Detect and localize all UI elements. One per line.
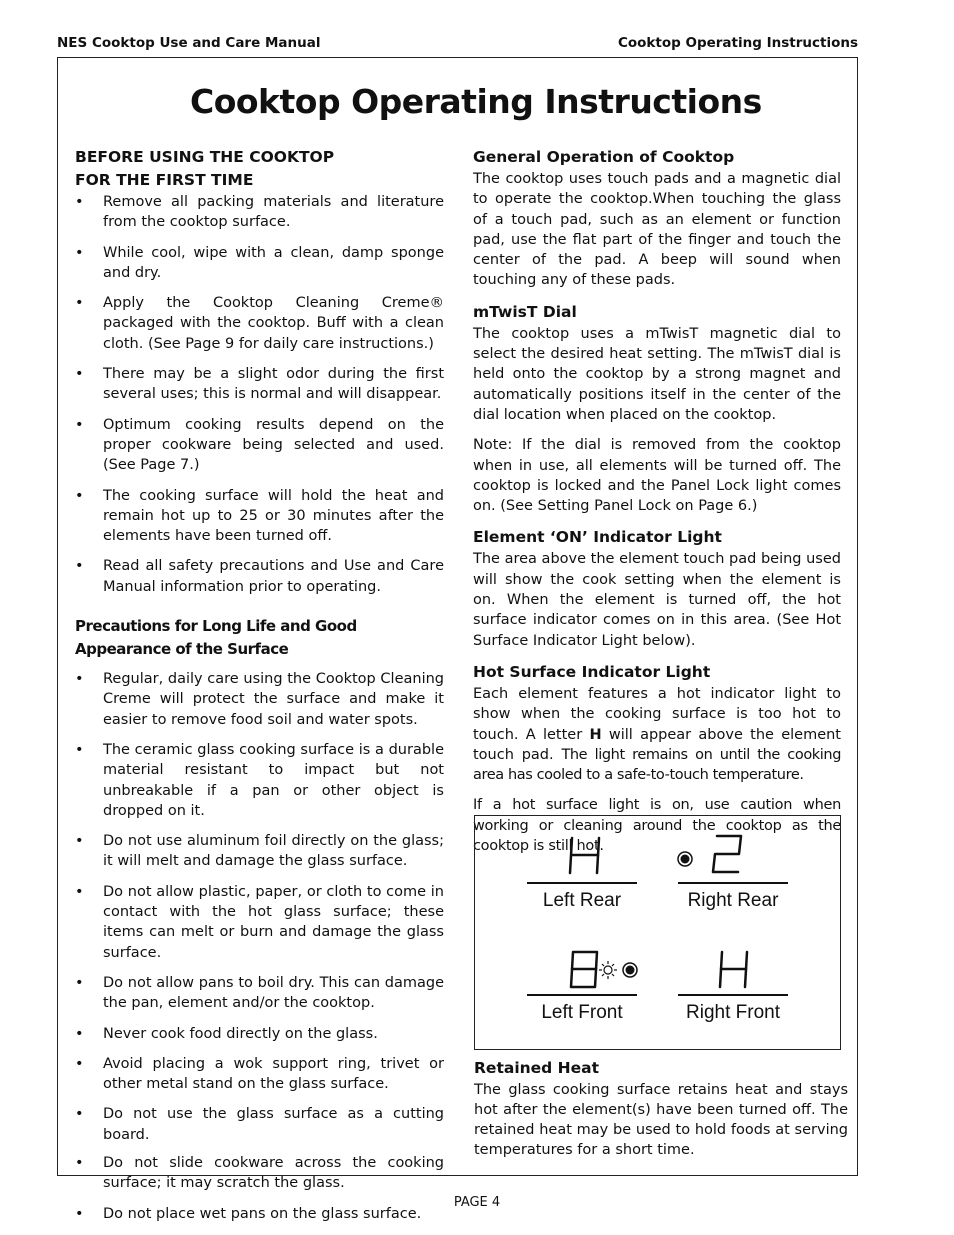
mtwist-text: The cooktop uses a mTwisT magnetic dial to select the desired heat setting. The mTwisT dial is held onto the cooktop by a strong magnet and automatically positions itself in the center of the dial location when placed on the cooktop.: [473, 325, 841, 423]
right-column: [473, 146, 841, 856]
retained-heat-text: The glass cooking surface retains heat and stays hot after the element(s) have been turned off. The retained heat may be used to hold foods at serving temperatures for a short time.: [474, 1082, 848, 1158]
list-item: • The ceramic glass cooking surface is a durable material resistant to impact but not unbreakable if a pan or other object is dropped on it.: [75, 740, 444, 821]
list-item: • Do not slide cookware across the cooking surface; it may scratch the glass.: [75, 1153, 444, 1194]
left-front-touch-line: [527, 994, 637, 996]
list-item: • Never cook food directly on the glass.: [75, 1024, 444, 1044]
precautions-heading: Precautions for Long Life and Good Appearance of the Surface: [75, 617, 357, 659]
list-item: • There may be a slight odor during the first several uses; this is normal and will disappear.: [75, 364, 444, 405]
list-item: • Do not use aluminum foil directly on the glass; it will melt and damage the glass surface.: [75, 831, 444, 872]
hot-surface-light-icon: [599, 961, 617, 979]
before-using-heading-line2: FOR THE FIRST TIME: [75, 171, 254, 189]
list-item: • The cooking surface will hold the heat and remain hot up to 25 or 30 minutes after the elements have been turned off.: [75, 486, 444, 547]
list-item: • Remove all packing materials and literature from the cooktop surface.: [75, 192, 444, 233]
list-item: • Avoid placing a wok support ring, trivet or other metal stand on the glass surface.: [75, 1054, 444, 1095]
before-using-heading: [75, 146, 444, 192]
list-item: • Apply the Cooktop Cleaning Creme® packaged with the cooktop. Buff with a clean cloth. (See Page 9 for daily care instructions.): [75, 293, 444, 354]
element-on-text: The area above the element touch pad being used will show the cook setting when the element is on. When the element is turned off, the hot surface indicator comes on in this area. (See Hot Surface Indicator Light below).: [473, 551, 841, 649]
indicator-dot: [623, 963, 637, 977]
hot-surface-text-d: The light remains on until the cooking area has cooled to a safe-to-touch temperature.: [473, 746, 842, 784]
hot-letter: H: [589, 726, 602, 743]
left-column: [75, 146, 444, 1224]
right-front-label: Right Front: [686, 1002, 780, 1023]
right-front-touch-line: [678, 994, 788, 996]
hot-surface-heading: Hot Surface Indicator Light: [473, 662, 711, 681]
general-operation-heading: General Operation of Cooktop: [473, 148, 735, 166]
indicator-dot: [678, 852, 692, 866]
right-rear-label: Right Rear: [687, 890, 779, 911]
left-rear-touch-line: [527, 882, 637, 884]
list-item: • Do not allow pans to boil dry. This can damage the pan, element and/or the cooktop.: [75, 973, 444, 1014]
first-use-list: [75, 192, 444, 597]
list-item: • Optimum cooking results depend on the proper cookware being selected and used. (See Page 7.): [75, 415, 444, 476]
header-manual-title: NES Cooktop Use and Care Manual: [57, 35, 321, 51]
general-operation-text: The cooktop uses touch pads and a magnetic dial to operate the cooktop.When touching the glass of a touch pad, such as an element or function pad, use the flat part of the finger and touch the center of the pad. A beep will sound when touching any of these pads.: [473, 171, 841, 289]
hot-surface-text-c: will appear above the element touch pad.: [473, 726, 841, 763]
hot-surface-text-a: Each element features a hot indicator light to show when the cooking surface is too hot to touch. A letter: [473, 685, 841, 743]
cooktop-indicator-diagram: [474, 815, 841, 1050]
list-item: • Do not use the glass surface as a cutting board.: [75, 1104, 444, 1145]
page-title: Cooktop Operating Instructions: [190, 82, 762, 121]
list-item: • Do not place wet pans on the glass surface.: [75, 1204, 444, 1224]
mtwist-heading: mTwisT Dial: [473, 302, 577, 321]
element-on-heading: Element ‘ON’ Indicator Light: [473, 528, 722, 547]
left-rear-label: Left Rear: [542, 890, 622, 911]
before-using-heading-line1: BEFORE USING THE COOKTOP: [75, 148, 335, 166]
hot-surface-caution: If a hot surface light is on, use caution when working or cleaning around the cooktop as the cooktop is still hot.: [473, 797, 841, 855]
right-front-display-h: [720, 952, 747, 987]
precautions-list: [75, 669, 444, 1224]
right-rear-display-2: [713, 836, 741, 872]
left-rear-display-h: [570, 838, 599, 873]
list-item: • While cool, wipe with a clean, damp sponge and dry.: [75, 243, 444, 284]
hot-surface-text: [473, 684, 841, 785]
left-front-label: Left Front: [541, 1002, 623, 1023]
list-item: • Regular, daily care using the Cooktop Cleaning Creme will protect the surface and make it easier to remove food soil and water spots.: [75, 669, 444, 730]
left-front-display-8: [571, 952, 597, 987]
retained-heat-heading: Retained Heat: [474, 1059, 600, 1077]
retained-heat-section: [474, 1057, 848, 1160]
page-number: PAGE 4: [453, 1195, 501, 1210]
header-section-title: Cooktop Operating Instructions: [617, 35, 858, 51]
mtwist-note: Note: If the dial is removed from the cooktop when in use, all elements will be turned off. The cooktop is locked and the Panel Lock light comes on. (See Setting Panel Lock on Page 6.): [473, 437, 841, 515]
list-item: • Read all safety precautions and Use and Care Manual information prior to operating.: [75, 556, 444, 597]
right-rear-touch-line: [678, 882, 788, 884]
list-item: • Do not allow plastic, paper, or cloth to come in contact with the hot glass surface; these items can melt or burn and damage the glass surface.: [75, 882, 444, 963]
